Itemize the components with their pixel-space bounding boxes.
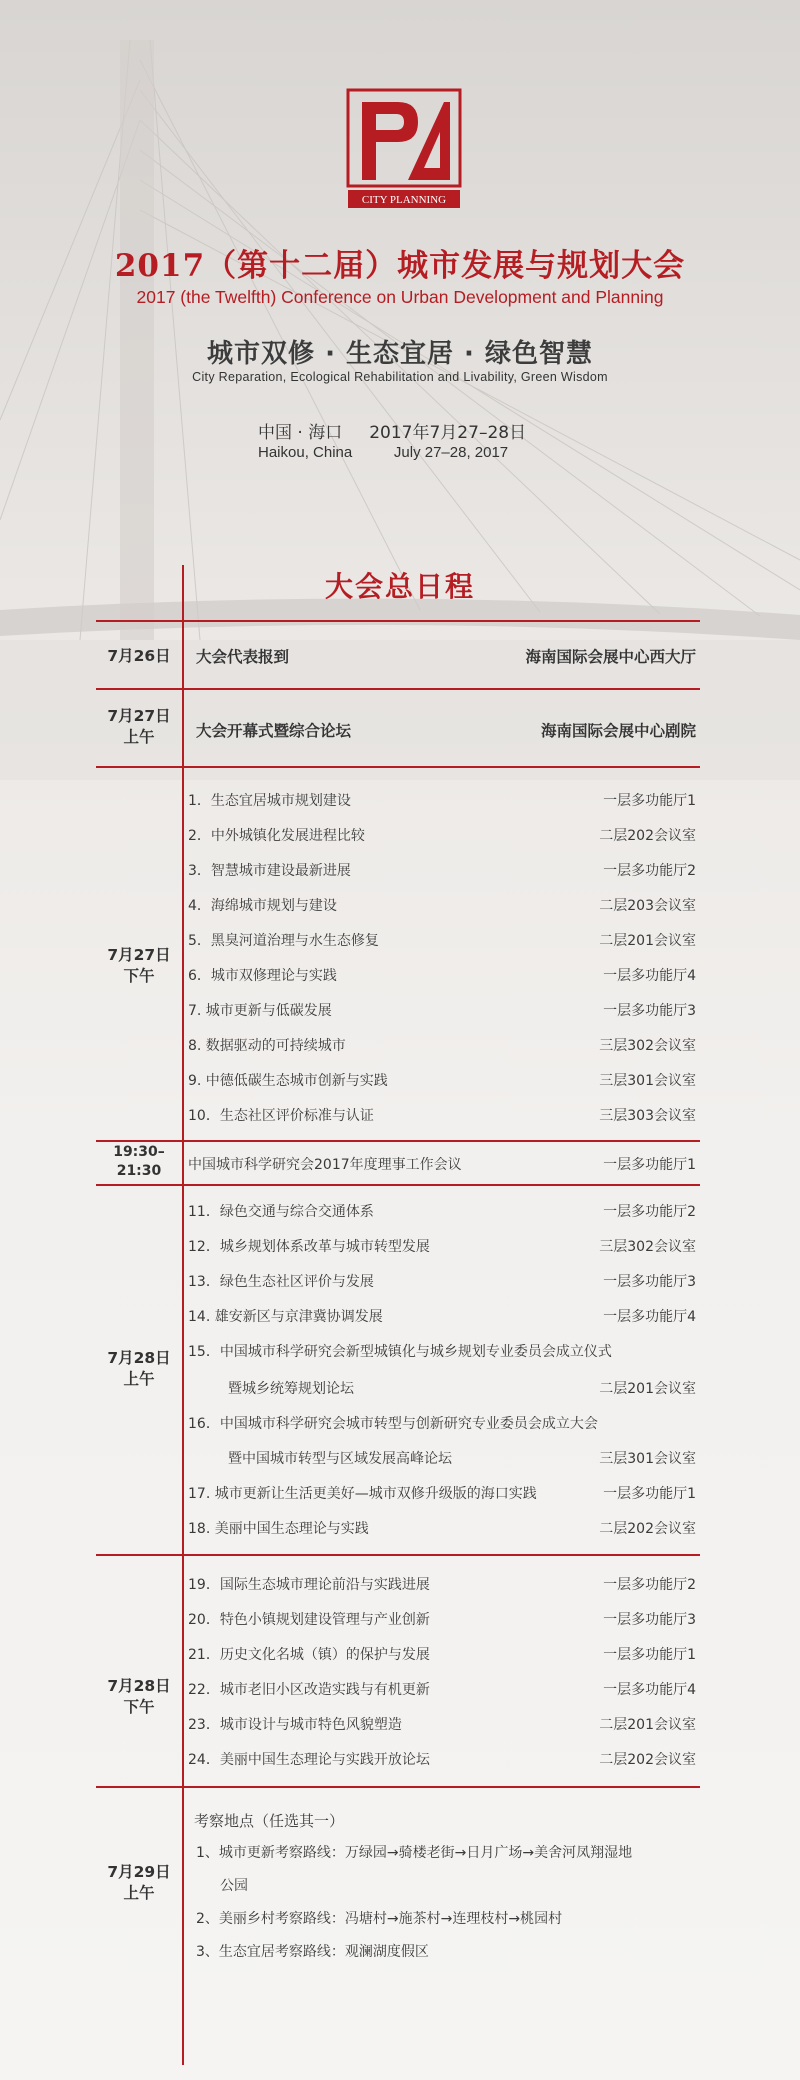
schedule-row xyxy=(188,1035,696,1061)
schedule-row xyxy=(188,1609,696,1635)
schedule-row xyxy=(188,1341,696,1367)
session-room: 一层多功能厅3 xyxy=(603,1612,696,1628)
session-name: 2．中外城镇化发展进程比较 xyxy=(188,828,365,844)
session-room: 一层多功能厅4 xyxy=(603,968,696,984)
session-room: 三层301会议室 xyxy=(599,1451,696,1467)
session-room: 二层202会议室 xyxy=(599,1752,696,1768)
schedule-row xyxy=(188,1236,696,1262)
session-room: 一层多功能厅1 xyxy=(603,1157,696,1173)
session-room: 海南国际会展中心西大厅 xyxy=(525,648,696,666)
schedule-row xyxy=(188,1483,696,1509)
schedule-row xyxy=(188,1000,696,1026)
session-name: 6．城市双修理论与实践 xyxy=(188,968,337,984)
session-name: 20．特色小镇规划建设管理与产业创新 xyxy=(188,1612,430,1628)
session-room: 三层302会议室 xyxy=(599,1239,696,1255)
session-name: 15．中国城市科学研究会新型城镇化与城乡规划专业委员会成立仪式 xyxy=(188,1344,612,1360)
divider xyxy=(96,1554,700,1556)
schedule-row xyxy=(188,790,696,816)
session-name: 4．海绵城市规划与建设 xyxy=(188,898,337,914)
session-name: 12．城乡规划体系改革与城市转型发展 xyxy=(188,1239,430,1255)
schedule-vertical-rule xyxy=(182,565,184,2065)
session-name: 10．生态社区评价标准与认证 xyxy=(188,1108,374,1124)
session-room: 一层多功能厅2 xyxy=(603,1204,696,1220)
session-name: 8. 数据驱动的可持续城市 xyxy=(188,1038,346,1054)
session-room: 一层多功能厅2 xyxy=(603,1577,696,1593)
date-label: 7月27日 上午 xyxy=(107,707,171,746)
session-name: 3．智慧城市建设最新进展 xyxy=(188,863,351,879)
session-room: 二层203会议室 xyxy=(599,898,696,914)
date-label: 7月27日 下午 xyxy=(107,946,171,985)
schedule-row xyxy=(188,1714,696,1740)
session-name: 大会代表报到 xyxy=(196,648,290,666)
schedule-row xyxy=(188,645,696,671)
date-label: 7月28日 上午 xyxy=(107,1349,171,1388)
session-name: 大会开幕式暨综合论坛 xyxy=(196,722,352,740)
session-name: 5．黑臭河道治理与水生态修复 xyxy=(188,933,379,949)
theme-slogan-en: City Reparation, Ecological Rehabilitation and Livability, Green Wisdom xyxy=(192,370,608,384)
logo-text: CITY PLANNING xyxy=(361,194,447,206)
schedule-row xyxy=(188,1518,696,1544)
schedule-row xyxy=(188,1306,696,1332)
session-room: 三层303会议室 xyxy=(599,1108,696,1124)
session-name: 9. 中德低碳生态城市创新与实践 xyxy=(188,1073,388,1089)
session-room: 一层多功能厅3 xyxy=(603,1003,696,1019)
field-trip-route: 2、美丽乡村考察路线：冯塘村→施茶村→连理枝村→桃园村 xyxy=(196,1911,563,1927)
location-date-en: Haikou, China July 27–28, 2017 xyxy=(258,444,509,461)
schedule-row xyxy=(188,1378,696,1404)
session-room: 三层301会议室 xyxy=(599,1073,696,1089)
session-room: 一层多功能厅4 xyxy=(603,1309,696,1325)
divider xyxy=(96,766,700,768)
schedule-row xyxy=(188,719,696,745)
schedule-title: 大会总日程 xyxy=(324,570,475,603)
session-room: 二层202会议室 xyxy=(599,828,696,844)
schedule-row xyxy=(188,860,696,886)
field-trip-heading: 考察地点（任选其一） xyxy=(194,1812,345,1830)
session-room: 二层201会议室 xyxy=(599,933,696,949)
schedule-row xyxy=(188,895,696,921)
session-name: 7. 城市更新与低碳发展 xyxy=(188,1003,332,1019)
session-room: 一层多功能厅3 xyxy=(603,1274,696,1290)
schedule-row xyxy=(188,1070,696,1096)
divider xyxy=(96,1184,700,1186)
session-room: 二层201会议室 xyxy=(599,1381,696,1397)
schedule-row xyxy=(188,1154,696,1180)
schedule-row xyxy=(188,965,696,991)
date-label: 7月28日 下午 xyxy=(107,1677,171,1716)
session-name: 1．生态宜居城市规划建设 xyxy=(188,793,351,809)
schedule-row xyxy=(188,1201,696,1227)
schedule-row xyxy=(188,825,696,851)
session-room: 二层202会议室 xyxy=(599,1521,696,1537)
session-room: 一层多功能厅1 xyxy=(603,1647,696,1663)
session-room: 一层多功能厅4 xyxy=(603,1682,696,1698)
session-room: 二层201会议室 xyxy=(599,1717,696,1733)
schedule-row xyxy=(188,1644,696,1670)
theme-slogan-cn: 城市双修 · 生态宜居 · 绿色智慧 xyxy=(207,339,593,369)
location-date-cn: 中国 · 海口 2017年7月27–28日 xyxy=(258,423,527,443)
field-trip-route-cont: 公园 xyxy=(220,1878,248,1894)
field-trip-route: 3、生态宜居考察路线：观澜湖度假区 xyxy=(196,1944,429,1960)
divider xyxy=(96,620,700,622)
conference-title-cn: 2017（第十二届）城市发展与规划大会 xyxy=(114,248,686,284)
session-name: 19．国际生态城市理论前沿与实践进展 xyxy=(188,1577,430,1593)
field-trip-route: 1、城市更新考察路线：万绿园→骑楼老街→日月广场→美舍河凤翔湿地 xyxy=(196,1845,633,1861)
session-name: 13．绿色生态社区评价与发展 xyxy=(188,1274,374,1290)
session-name: 18. 美丽中国生态理论与实践 xyxy=(188,1521,369,1537)
schedule-row xyxy=(188,930,696,956)
conference-title-en: 2017 (the Twelfth) Conference on Urban Development and Planning xyxy=(136,287,664,307)
session-room: 三层302会议室 xyxy=(599,1038,696,1054)
divider xyxy=(96,1140,700,1142)
session-name: 24．美丽中国生态理论与实践开放论坛 xyxy=(188,1752,430,1768)
session-name: 暨中国城市转型与区域发展高峰论坛 xyxy=(228,1451,452,1467)
session-name: 14. 雄安新区与京津冀协调发展 xyxy=(188,1309,383,1325)
schedule-row xyxy=(188,1679,696,1705)
session-room: 一层多功能厅1 xyxy=(603,793,696,809)
schedule-row xyxy=(188,1448,696,1474)
session-room: 海南国际会展中心剧院 xyxy=(540,722,696,740)
schedule-row xyxy=(188,1271,696,1297)
date-label: 7月26日 xyxy=(107,647,171,665)
session-name: 17. 城市更新让生活更美好—城市双修升级版的海口实践 xyxy=(188,1486,537,1502)
session-name: 暨城乡统筹规划论坛 xyxy=(228,1381,354,1397)
divider xyxy=(96,688,700,690)
session-room: 一层多功能厅1 xyxy=(603,1486,696,1502)
session-name: 23．城市设计与城市特色风貌塑造 xyxy=(188,1717,402,1733)
schedule-row xyxy=(188,1574,696,1600)
schedule-row xyxy=(188,1105,696,1131)
session-name: 11．绿色交通与综合交通体系 xyxy=(188,1204,374,1220)
session-name: 16．中国城市科学研究会城市转型与创新研究专业委员会成立大会 xyxy=(188,1416,598,1432)
session-name: 21．历史文化名城（镇）的保护与发展 xyxy=(188,1647,430,1663)
session-name: 22．城市老旧小区改造实践与有机更新 xyxy=(188,1682,430,1698)
schedule-row xyxy=(188,1413,696,1439)
time-label: 19:30– 21:30 xyxy=(113,1144,165,1179)
date-label: 7月29日 上午 xyxy=(107,1863,171,1902)
schedule-row xyxy=(188,1749,696,1775)
session-room: 一层多功能厅2 xyxy=(603,863,696,879)
divider xyxy=(96,1786,700,1788)
session-name: 中国城市科学研究会2017年度理事工作会议 xyxy=(188,1157,462,1173)
